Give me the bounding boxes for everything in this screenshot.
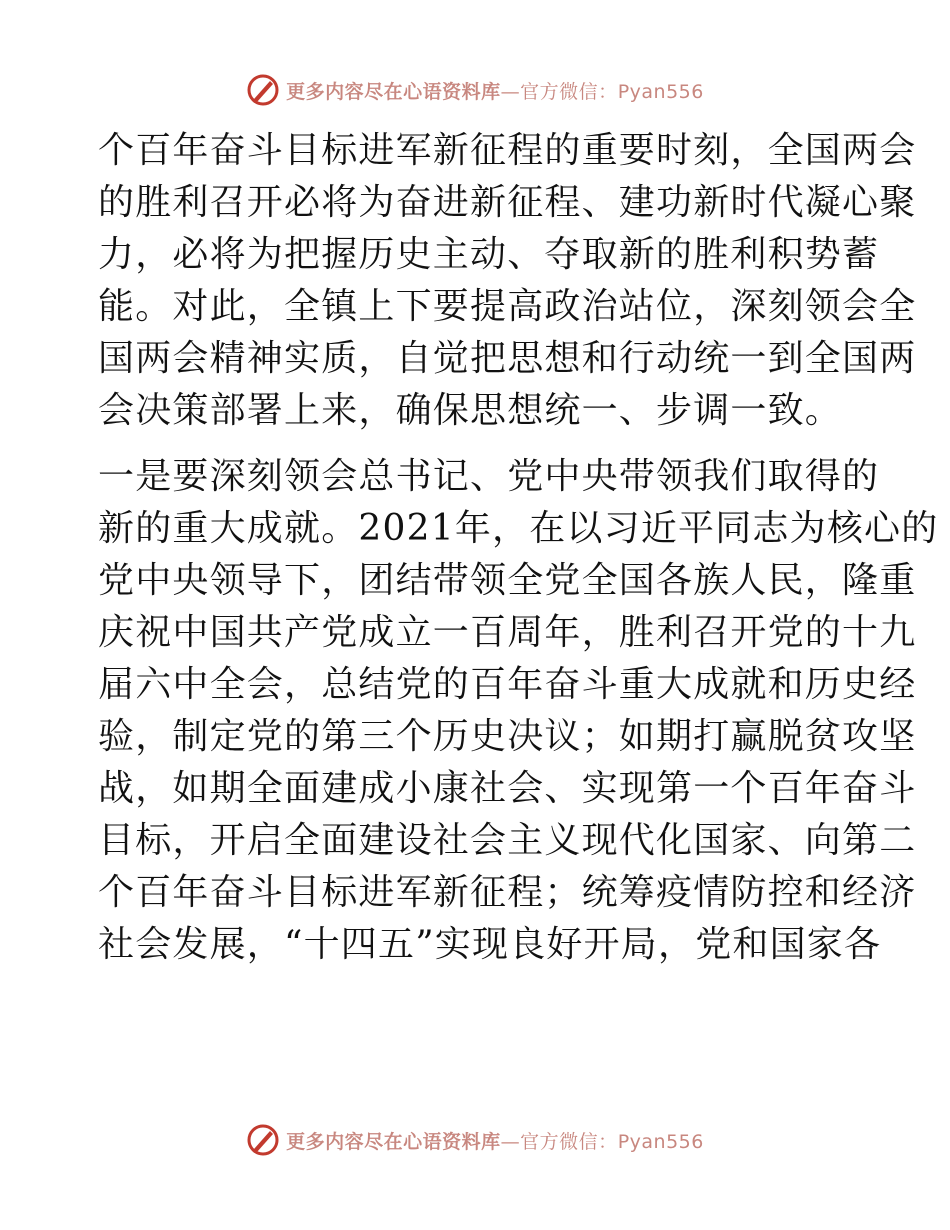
pen-circle-logo-icon	[246, 73, 280, 107]
header-wechat-label: 官方微信：	[520, 80, 618, 103]
text-line: 目标，开启全面建设社会主义现代化国家、向第二	[98, 820, 917, 861]
footer-wechat-id: Pyan556	[617, 1130, 704, 1153]
text-line: 验，制定党的第三个历史决议；如期打赢脱贫攻坚	[98, 716, 917, 757]
footer-watermark	[0, 1120, 950, 1160]
text-line: 庆祝中国共产党成立一百周年，胜利召开党的十九	[98, 612, 917, 653]
text-line: 社会发展，“十四五”实现良好开局，党和国家各	[98, 924, 882, 965]
document-body	[98, 125, 939, 971]
footer-separator: —	[500, 1130, 521, 1153]
text-line: 个百年奋斗目标进军新征程的重要时刻，全国两会	[98, 130, 917, 171]
header-watermark-text	[286, 77, 704, 104]
text-line: 新的重大成就。2021年，在以习近平同志为核心的	[98, 508, 939, 549]
text-line: 党中央领导下，团结带领全党全国各族人民，隆重	[98, 560, 917, 601]
paragraph-2	[98, 451, 939, 971]
text-line: 国两会精神实质，自觉把思想和行动统一到全国两	[98, 338, 917, 379]
paragraph-1	[98, 125, 917, 437]
pen-circle-logo-icon	[246, 1123, 280, 1157]
header-wechat-id: Pyan556	[617, 80, 704, 103]
text-line: 会决策部署上来，确保思想统一、步调一致。	[98, 390, 843, 431]
header-separator: —	[500, 80, 521, 103]
footer-site-text: 更多内容尽在心语资料库	[286, 1130, 501, 1153]
text-line: 届六中全会，总结党的百年奋斗重大成就和历史经	[98, 664, 917, 705]
text-line: 战，如期全面建成小康社会、实现第一个百年奋斗	[98, 768, 917, 809]
text-line: 个百年奋斗目标进军新征程；统筹疫情防控和经济	[98, 872, 917, 913]
header-site-text: 更多内容尽在心语资料库	[286, 80, 501, 103]
text-line: 一是要深刻领会总书记、党中央带领我们取得的	[98, 456, 880, 497]
text-line: 能。对此，全镇上下要提高政治站位，深刻领会全	[98, 286, 917, 327]
header-watermark	[0, 70, 950, 110]
footer-watermark-text	[286, 1127, 704, 1154]
text-line: 的胜利召开必将为奋进新征程、建功新时代凝心聚	[98, 182, 917, 223]
paragraph-gap	[98, 437, 858, 451]
footer-wechat-label: 官方微信：	[520, 1130, 618, 1153]
text-line: 力，必将为把握历史主动、夺取新的胜利积势蓄	[98, 234, 880, 275]
